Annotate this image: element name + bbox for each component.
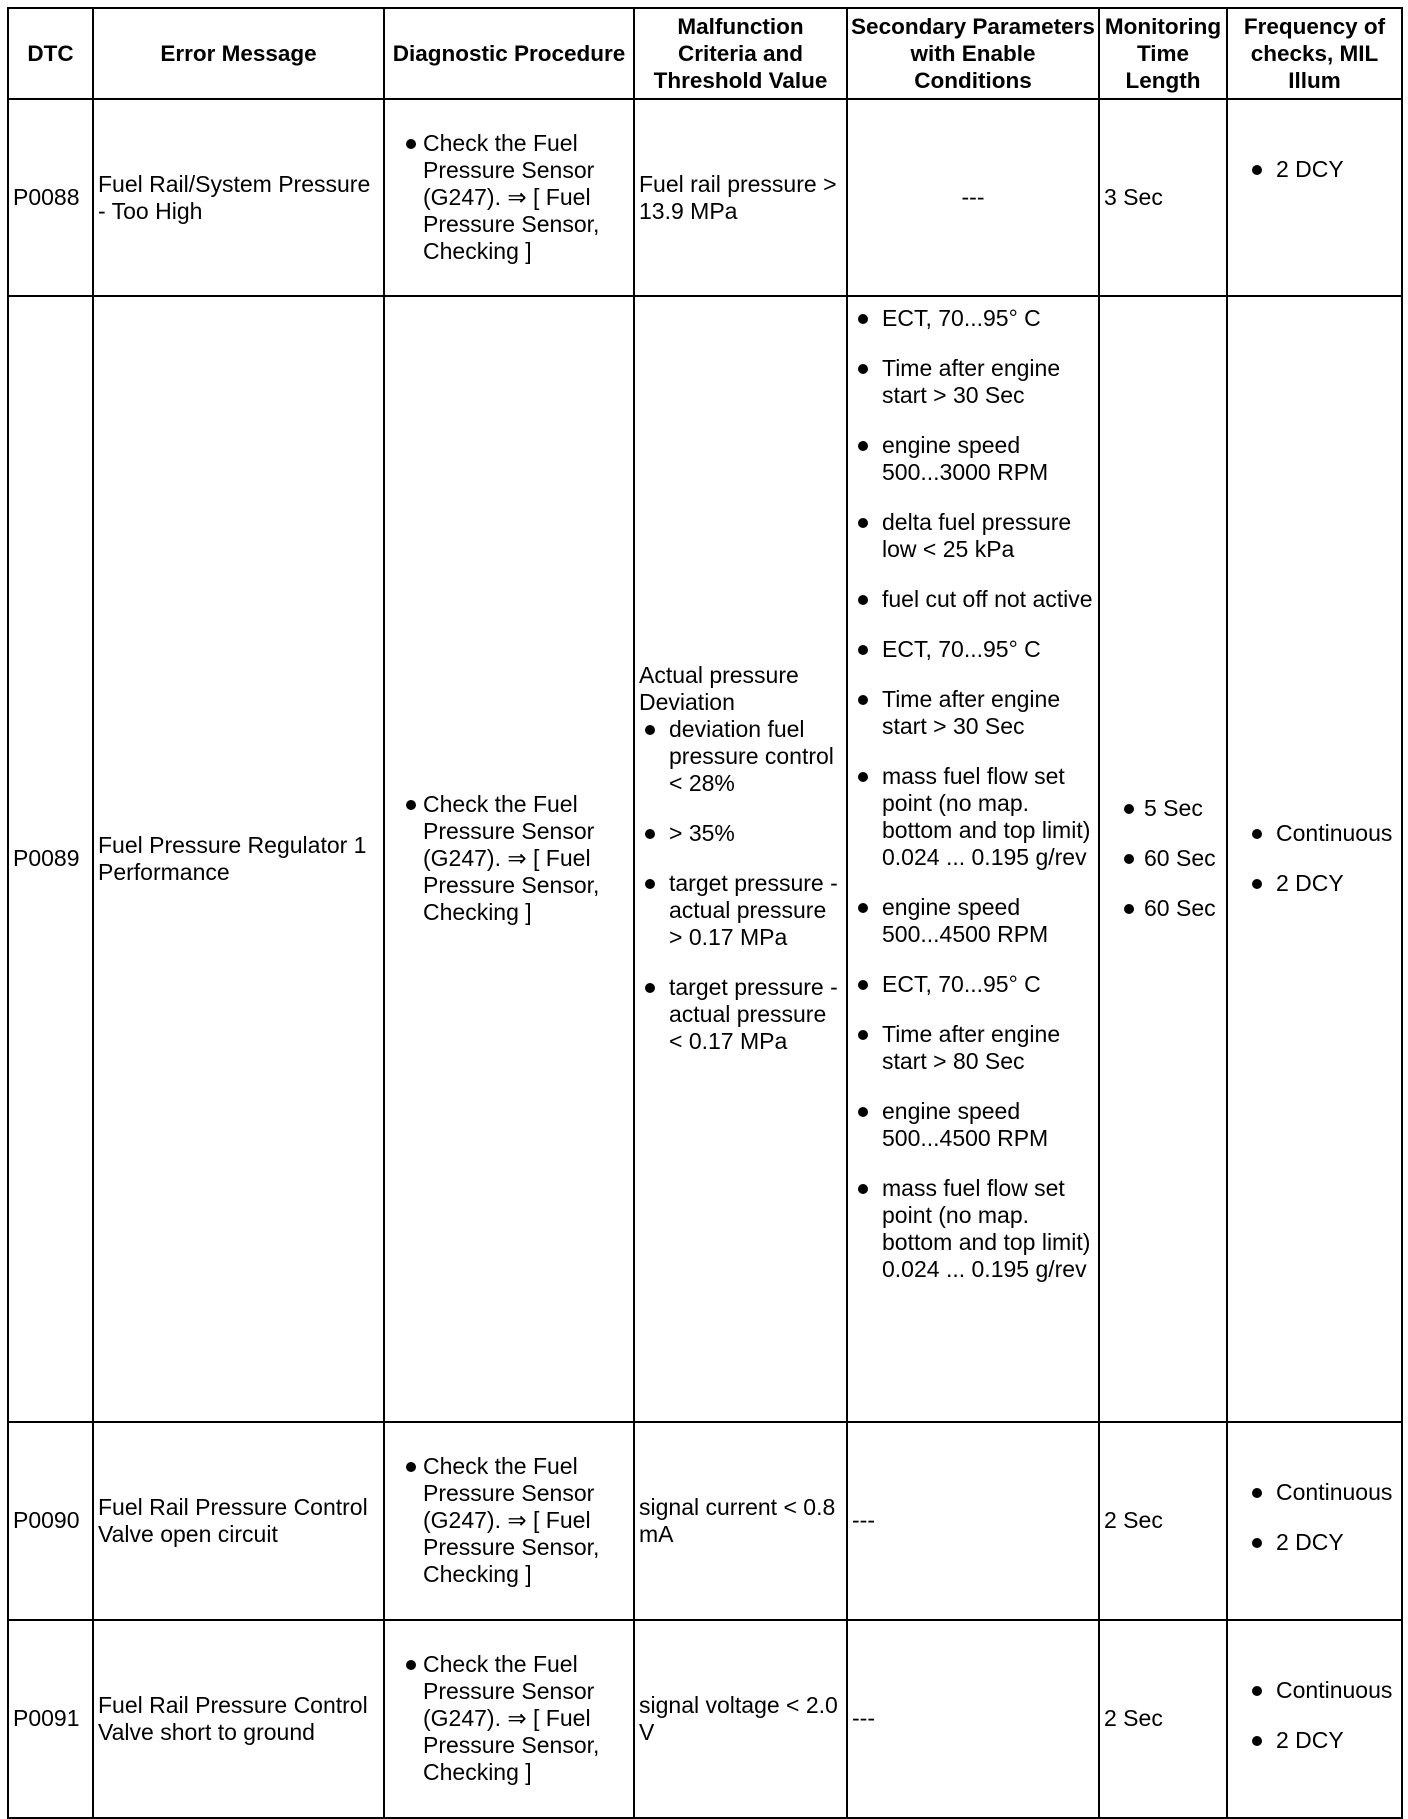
error-message: Fuel Rail Pressure Control Valve short to ground [93, 1620, 384, 1818]
secondary-parameters [847, 296, 1099, 1421]
secondary-item: mass fuel flow set point (no map. bottom and top limit) 0.024 ... 0.195 g/rev [852, 763, 1094, 871]
secondary-item: engine speed 500...4500 RPM [852, 894, 1094, 948]
header-row [8, 8, 1402, 99]
header-diagnostic-procedure: Diagnostic Procedure [384, 8, 634, 99]
monitoring-item: 60 Sec [1104, 895, 1222, 922]
error-message: Fuel Rail Pressure Control Valve open circuit [93, 1422, 384, 1620]
procedure-item: Check the Fuel Pressure Sensor (G247). ⇒ [ Fuel Pressure Sensor, Checking ] [389, 130, 629, 265]
monitoring-item: 5 Sec [1104, 795, 1222, 822]
diagnostic-procedure [384, 296, 634, 1421]
frequency-item: 2 DCY [1232, 1727, 1397, 1754]
secondary-item: ECT, 70...95° C [852, 636, 1094, 663]
frequency-item: 2 DCY [1232, 156, 1397, 183]
diagnostic-procedure [384, 99, 634, 296]
header-secondary-parameters: Secondary Parameters with Enable Conditions [847, 8, 1099, 99]
frequency-item: Continuous [1232, 1479, 1397, 1506]
frequency [1227, 99, 1402, 296]
error-message: Fuel Pressure Regulator 1 Performance [93, 296, 384, 1421]
header-dtc: DTC [8, 8, 93, 99]
dtc-code: P0090 [8, 1422, 93, 1620]
monitoring-item: 60 Sec [1104, 845, 1222, 872]
frequency-item: 2 DCY [1232, 870, 1397, 897]
header-malfunction-criteria: Malfunction Criteria and Threshold Value [634, 8, 847, 99]
monitoring-time: 3 Sec [1099, 99, 1227, 296]
table-row [8, 99, 1402, 296]
criteria-item: > 35% [639, 820, 842, 847]
header-error-message: Error Message [93, 8, 384, 99]
dtc-code: P0088 [8, 99, 93, 296]
monitoring-time: 2 Sec [1099, 1422, 1227, 1620]
diagnostic-procedure [384, 1620, 634, 1818]
monitoring-time [1099, 296, 1227, 1421]
table-row [8, 1422, 1402, 1620]
criteria-intro: Actual pressure Deviation [639, 662, 799, 716]
secondary-item: mass fuel flow set point (no map. bottom and top limit) 0.024 ... 0.195 g/rev [852, 1175, 1094, 1283]
malfunction-criteria: signal voltage < 2.0 V [634, 1620, 847, 1818]
header-monitoring-time: Monitoring Time Length [1099, 8, 1227, 99]
secondary-parameters: --- [847, 99, 1099, 296]
secondary-item: Time after engine start > 30 Sec [852, 686, 1094, 740]
error-message: Fuel Rail/System Pressure - Too High [93, 99, 384, 296]
frequency [1227, 1422, 1402, 1620]
secondary-item: engine speed 500...3000 RPM [852, 432, 1094, 486]
criteria-item: deviation fuel pressure control < 28% [639, 716, 842, 797]
secondary-item: Time after engine start > 80 Sec [852, 1021, 1094, 1075]
secondary-item: delta fuel pressure low < 25 kPa [852, 509, 1094, 563]
malfunction-criteria: Fuel rail pressure > 13.9 MPa [634, 99, 847, 296]
frequency-item: Continuous [1232, 820, 1397, 847]
secondary-parameters: --- [847, 1422, 1099, 1620]
frequency-item: 2 DCY [1232, 1529, 1397, 1556]
frequency-item: Continuous [1232, 1677, 1397, 1704]
secondary-item: fuel cut off not active [852, 586, 1094, 613]
secondary-item: ECT, 70...95° C [852, 305, 1094, 332]
header-frequency: Frequency of checks, MIL Illum [1227, 8, 1402, 99]
frequency [1227, 1620, 1402, 1818]
monitoring-time: 2 Sec [1099, 1620, 1227, 1818]
procedure-item: Check the Fuel Pressure Sensor (G247). ⇒ [ Fuel Pressure Sensor, Checking ] [389, 1453, 629, 1588]
secondary-parameters: --- [847, 1620, 1099, 1818]
table-row [8, 1620, 1402, 1818]
secondary-item: ECT, 70...95° C [852, 971, 1094, 998]
procedure-item: Check the Fuel Pressure Sensor (G247). ⇒ [ Fuel Pressure Sensor, Checking ] [389, 1651, 629, 1786]
secondary-item: Time after engine start > 30 Sec [852, 355, 1094, 409]
malfunction-criteria: signal current < 0.8 mA [634, 1422, 847, 1620]
procedure-item: Check the Fuel Pressure Sensor (G247). ⇒ [ Fuel Pressure Sensor, Checking ] [389, 791, 629, 926]
table-row [8, 296, 1402, 1421]
criteria-item: target pressure - actual pressure < 0.17 MPa [639, 974, 842, 1055]
diagnostic-procedure [384, 1422, 634, 1620]
secondary-item: engine speed 500...4500 RPM [852, 1098, 1094, 1152]
dtc-code: P0089 [8, 296, 93, 1421]
malfunction-criteria [634, 296, 847, 1421]
frequency [1227, 296, 1402, 1421]
criteria-item: target pressure - actual pressure > 0.17 MPa [639, 870, 842, 951]
dtc-code: P0091 [8, 1620, 93, 1818]
dtc-table [7, 7, 1403, 1819]
